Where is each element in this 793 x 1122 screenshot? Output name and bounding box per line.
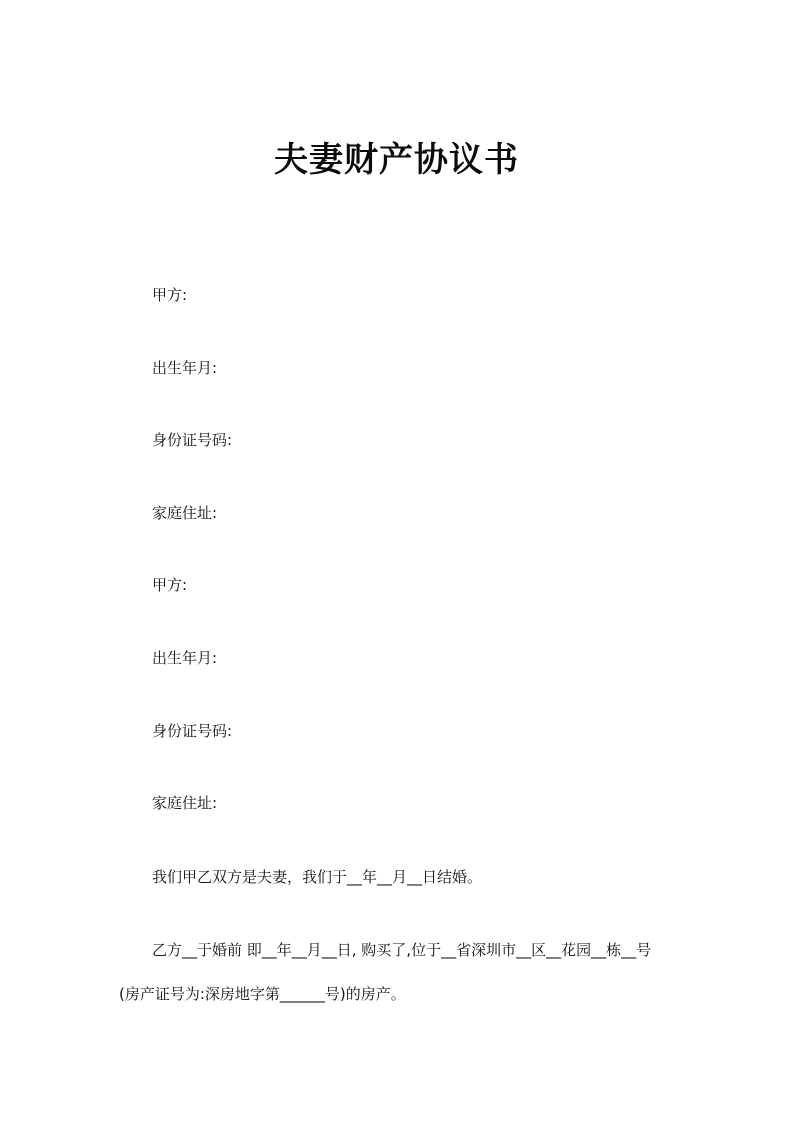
paragraph-property-line-2: (房产证号为:深房地字第______号)的房产。 [119, 985, 406, 1003]
field-birth-date-label: 出生年月: [152, 359, 218, 377]
field-id-number-label: 身份证号码: [152, 431, 233, 449]
paragraph-marriage: 我们甲乙双方是夫妻，我们于__年__月__日结婚。 [152, 868, 483, 886]
field-home-address-label-2: 家庭住址: [152, 794, 218, 812]
field-id-number-label-2: 身份证号码: [152, 722, 233, 740]
field-birth-date-label-2: 出生年月: [152, 649, 218, 667]
document-title: 夫妻财产协议书 [274, 140, 519, 180]
paragraph-property-line-1: 乙方__于婚前 即__年__月__日, 购买了,位于__省深圳市__区__花园__栋__号 [152, 941, 652, 959]
field-party-a-label-2: 甲方: [152, 576, 188, 594]
field-home-address-label: 家庭住址: [152, 504, 218, 522]
field-party-a-label: 甲方: [152, 286, 188, 304]
